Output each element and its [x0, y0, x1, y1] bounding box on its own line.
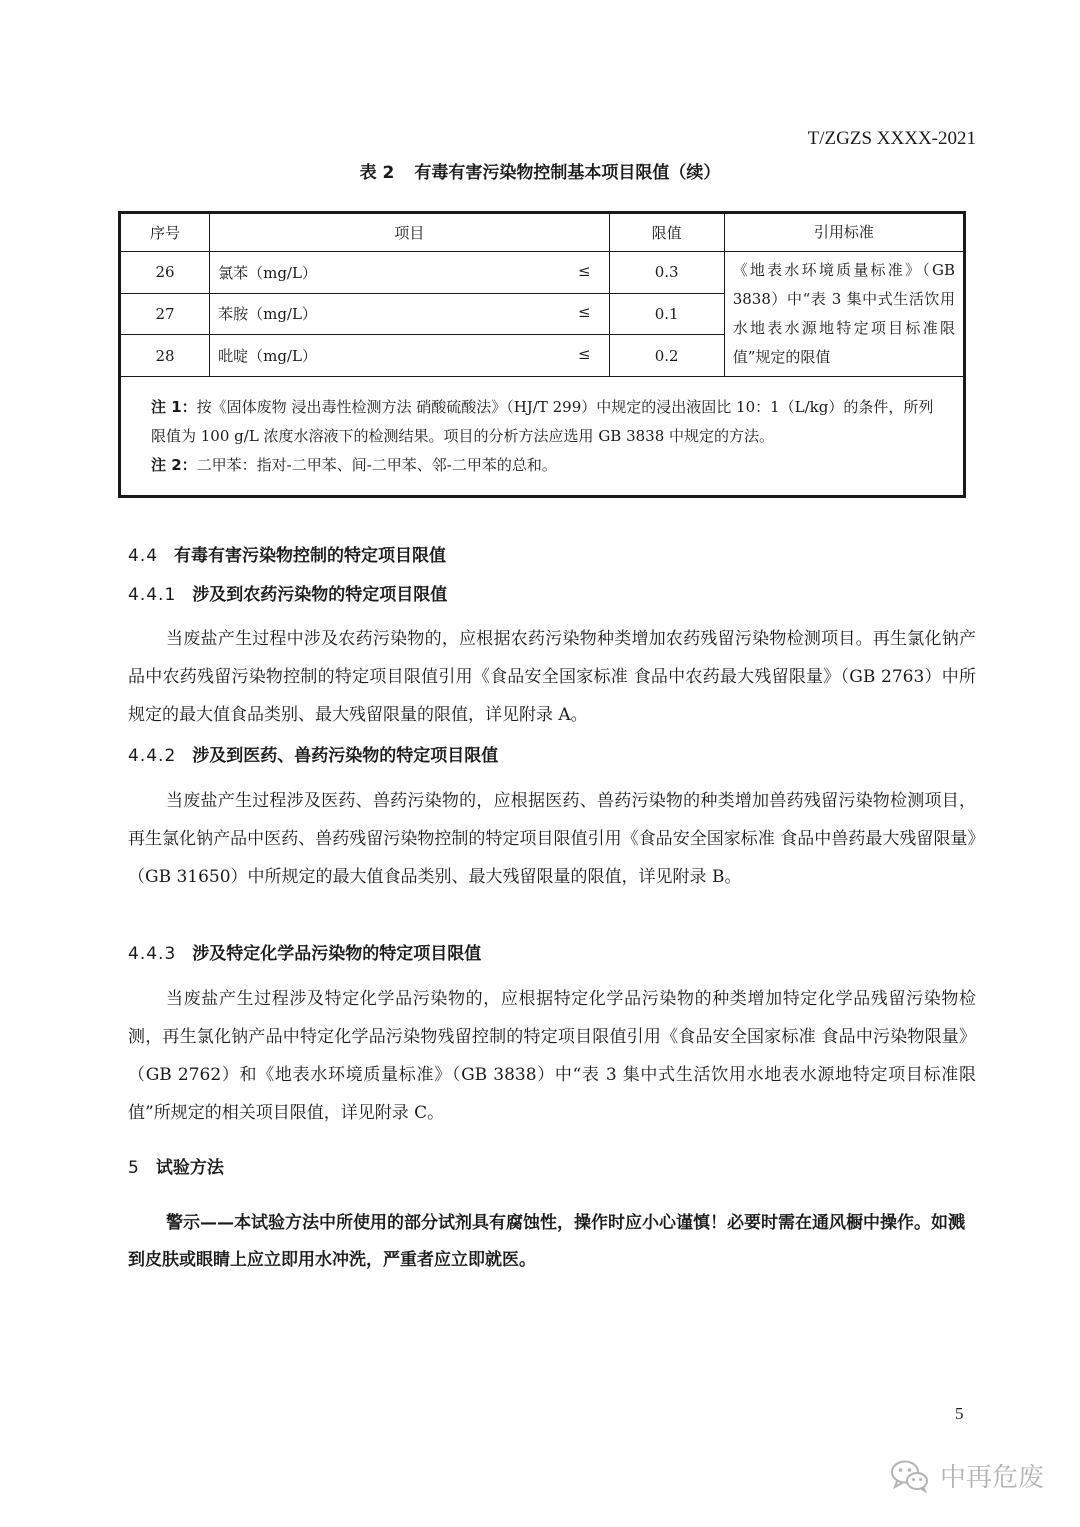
section-title: 涉及到医药、兽药污染物的特定项目限值: [192, 746, 499, 766]
item-name: 苯胺（mg/L）: [218, 305, 317, 324]
item-name: 吡啶（mg/L）: [218, 347, 317, 366]
section-heading-4-4-1: [128, 580, 447, 605]
note-2-text: 二甲苯：指对-二甲苯、间-二甲苯、邻-二甲苯的总和。: [196, 455, 557, 474]
cell-limit: 0.1: [609, 293, 724, 335]
operator: ≤: [577, 303, 591, 322]
cell-no: 28: [120, 335, 210, 377]
cell-limit: 0.2: [609, 335, 724, 377]
section-heading-4-4-2: [128, 741, 498, 766]
section-heading-5: [128, 1153, 224, 1178]
section-title: 试验方法: [155, 1158, 224, 1178]
table-title: [0, 158, 1080, 183]
note-2: [151, 451, 937, 480]
table-title-number: 表 2: [359, 163, 395, 183]
section-title: 涉及特定化学品污染物的特定项目限值: [192, 944, 482, 964]
note-2-label: 注 2：: [151, 455, 197, 474]
table-notes-row: [120, 377, 965, 497]
section-heading-4-4-3: [128, 939, 481, 964]
watermark: [890, 1457, 1044, 1494]
section-number: 4.4.3: [128, 944, 177, 964]
page-number: 5: [955, 1404, 964, 1423]
watermark-text: 中再危废: [939, 1463, 1044, 1493]
cell-limit: 0.3: [609, 252, 724, 294]
section-number: 4.4: [128, 546, 159, 566]
column-header-item: 项目: [210, 213, 609, 252]
note-1-text: 按《固体废物 浸出毒性检测方法 硝酸硫酸法》（HJ/T 299）中规定的浸出液固比 10：1（L/kg）的条件，所列限值为 100 g/L 浓度水溶液下的检测结果。项目的分析方法应选用 GB 3838 中规定的方法。: [151, 397, 934, 445]
safety-warning: 警示——本试验方法中所使用的部分试剂具有腐蚀性，操作时应小心谨慎！必要时需在通风橱中操作。如溅到皮肤或眼睛上应立即用水冲洗，严重者应立即就医。: [128, 1213, 965, 1270]
cell-no: 26: [120, 252, 210, 294]
cell-item: [210, 293, 609, 335]
column-header-reference: 引用标准: [724, 213, 964, 252]
section-heading-4-4: [128, 541, 446, 566]
operator: ≤: [577, 345, 591, 364]
cell-item: [210, 252, 609, 294]
section-paragraph-4-4-2: 当废盐产生过程涉及医药、兽药污染物的，应根据医药、兽药污染物的种类增加兽药残留污染物检测项目，再生氯化钠产品中医药、兽药残留污染物控制的特定项目限值引用《食品安全国家标准 食品中兽药最大残留限量》（GB 31650）中所规定的最大值食品类别、最大残留限量的限值，详见附录 B。: [128, 791, 976, 887]
cell-item: [210, 335, 609, 377]
note-1-label: 注 1：: [151, 397, 197, 416]
section-number: 5: [128, 1158, 140, 1178]
section-title: 涉及到农药污染物的特定项目限值: [192, 585, 448, 605]
standard-number: T/ZGZS XXXX-2021: [807, 128, 976, 149]
limits-table: [118, 211, 966, 498]
item-name: 氯苯（mg/L）: [218, 263, 317, 282]
table-notes: [120, 377, 965, 497]
wechat-icon: [890, 1459, 930, 1493]
section-paragraph-4-4-1: 当废盐产生过程中涉及农药污染物的，应根据农药污染物种类增加农药残留污染物检测项目。再生氯化钠产品中农药残留污染物控制的特定项目限值引用《食品安全国家标准 食品中农药最大残留限量》（GB 2763）中所规定的最大值食品类别、最大残留限量的限值，详见附录 A。: [128, 629, 976, 725]
cell-reference: 《地表水环境质量标准》（GB 3838）中“表 3 集中式生活饮用水地表水源地特定项目标准限值”规定的限值: [724, 252, 964, 377]
column-header-no: 序号: [120, 213, 210, 252]
section-number: 4.4.1: [128, 585, 177, 605]
table-header-row: [120, 213, 965, 252]
section-number: 4.4.2: [128, 746, 177, 766]
note-1: [151, 393, 937, 451]
table-row: [120, 252, 965, 294]
cell-no: 27: [120, 293, 210, 335]
section-title: 有毒有害污染物控制的特定项目限值: [174, 546, 447, 566]
column-header-limit: 限值: [609, 213, 724, 252]
table-title-text: 有毒有害污染物控制基本项目限值（续）: [414, 163, 721, 183]
section-paragraph-4-4-3: 当废盐产生过程涉及特定化学品污染物的，应根据特定化学品污染物的种类增加特定化学品残留污染物检测，再生氯化钠产品中特定化学品污染物残留控制的特定项目限值引用《食品安全国家标准 食品中污染物限量》（GB 2762）和《地表水环境质量标准》（GB 3838）中“表 3 集中式生活饮用水地表水源地特定项目标准限值”所规定的相关项目限值，详见附录 C。: [128, 989, 976, 1123]
operator: ≤: [577, 261, 591, 280]
